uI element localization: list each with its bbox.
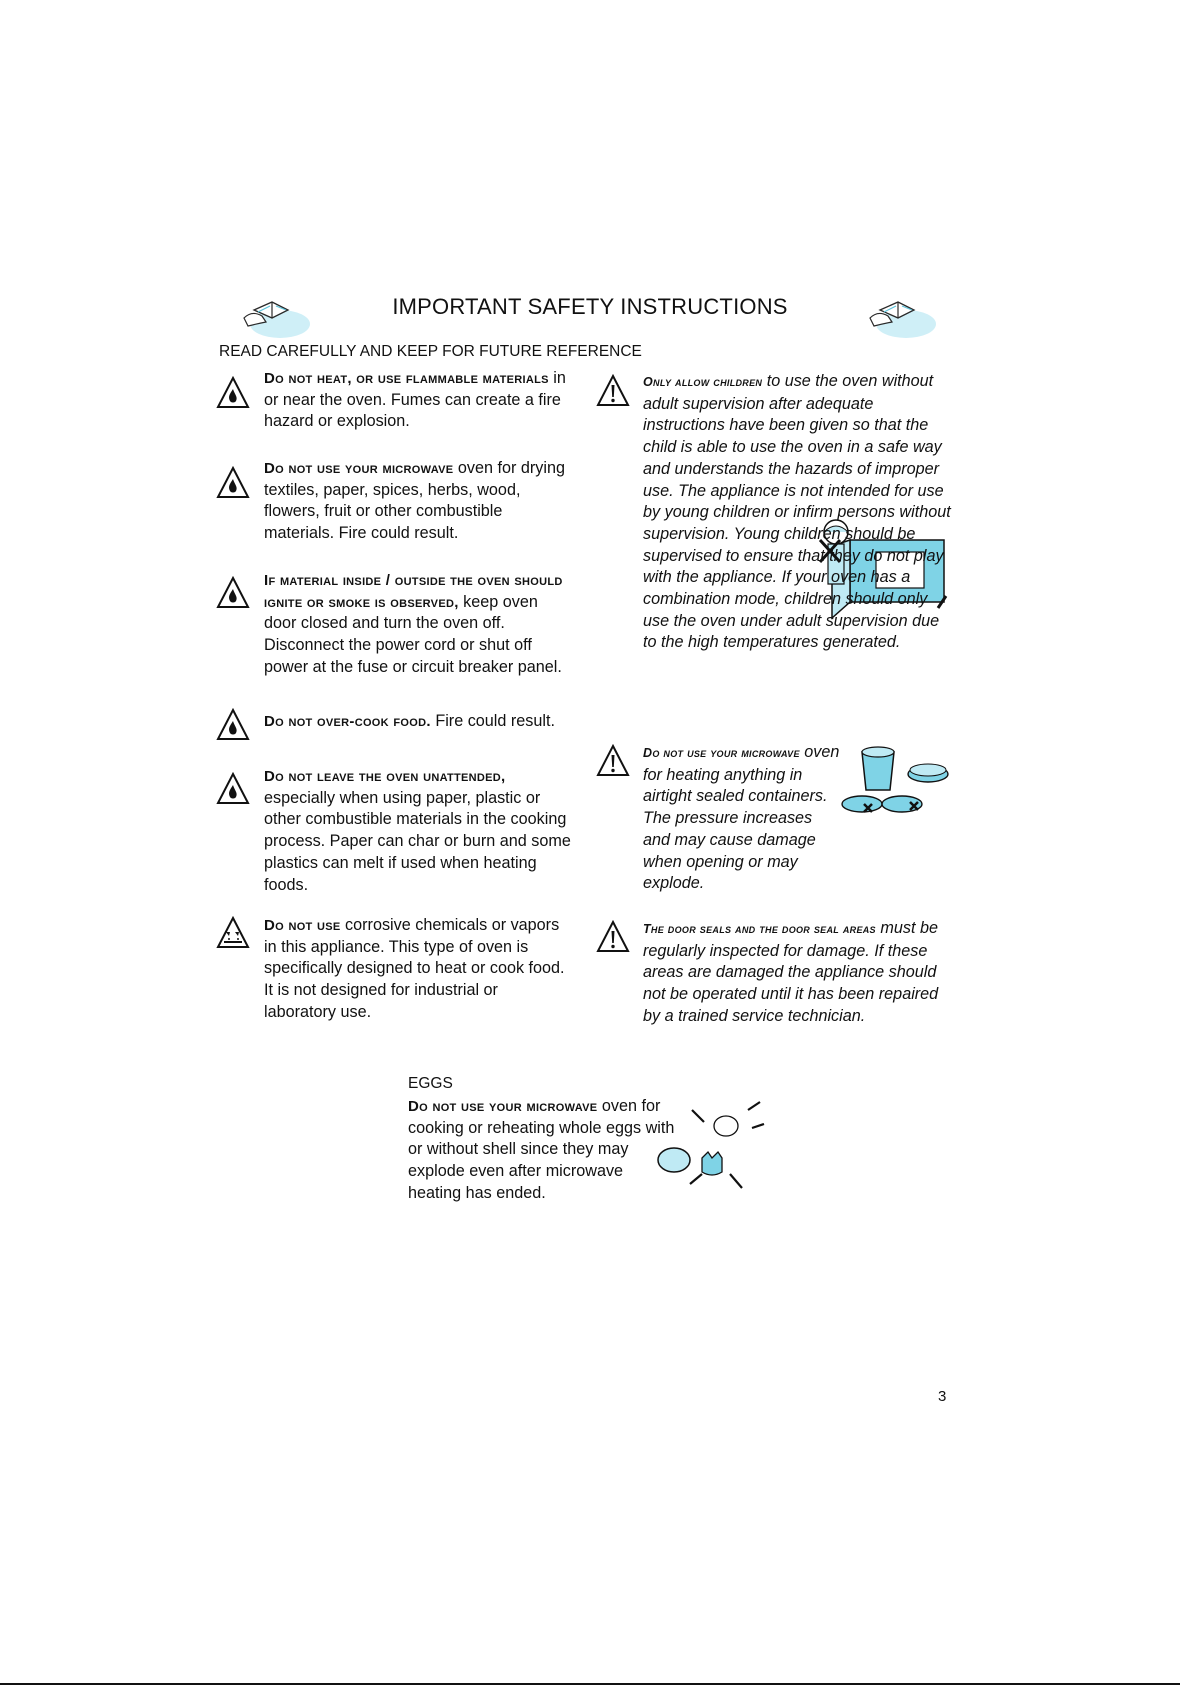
warning-door-seals: The door seals and the door seal areas must be regularly inspected for damage. If these areas are damaged the appliance should not be operated until it has been repaired by a trained service technician. <box>643 919 939 1025</box>
page-number: 3 <box>938 1388 947 1405</box>
fire-warning-icon <box>216 466 250 500</box>
fire-warning-icon <box>216 576 250 610</box>
warning-unattended: Do not leave the oven unattended, especially when using paper, plastic or other combustible materials in the cooking process. Paper can char or burn and some plastics can melt if used when heating foods. <box>264 768 571 894</box>
warning-corrosive-chemicals: Do not use corrosive chemicals or vapors in this appliance. This type of oven is specifically designed to heat or cook food. It is not designed for industrial or laboratory use. <box>264 916 565 1021</box>
corrosive-warning-icon <box>216 916 250 950</box>
warning-fire-in-oven: If material inside / outside the oven should ignite or smoke is observed, keep oven door closed and turn the oven off. Disconnect the power cord or shut off power at the fuse or circuit breaker panel. <box>264 572 563 676</box>
warning-children: Only allow children to use the oven without adult supervision after adequate instructions have been given so that the child is able to use the oven in a safe way and understands the hazards of improper use. The appliance is not intended for use by young children or infirm persons without supervision. Young children should be supervised to ensure that they do not play with the appliance. If your oven has a combination mode, children should only use the oven under adult supervision due to the high temperatures generated. <box>643 372 951 652</box>
book-hand-icon <box>862 288 936 344</box>
page-subtitle: READ CAREFULLY AND KEEP FOR FUTURE REFERENCE <box>219 343 642 360</box>
warning-flammable-materials: Do not heat, or use flammable materials in or near the oven. Fumes can create a fire hazard or explosion. <box>264 369 566 431</box>
warning-drying-materials: Do not use your microwave oven for drying textiles, paper, spices, herbs, wood, flowers, fruit or other combustible materials. Fire could result. <box>264 459 565 543</box>
eggs-section-title: EGGS <box>408 1075 453 1092</box>
sealed-containers-illustration <box>832 744 954 822</box>
exclamation-warning-icon <box>596 374 630 408</box>
fire-warning-icon <box>216 376 250 410</box>
exclamation-warning-icon <box>596 920 630 954</box>
warning-eggs: Do not use your microwave oven for cooking or reheating whole eggs with or without shell since they may explode even after microwave heating has ended. <box>408 1097 675 1202</box>
fire-warning-icon <box>216 772 250 806</box>
warning-overcook: Do not over-cook food. Fire could result. <box>264 712 555 730</box>
warning-sealed-containers: Do not use your microwave oven for heating anything in airtight sealed containers. The pressure increases and may cause damage when opening or may explode. <box>643 743 840 893</box>
fire-warning-icon <box>216 708 250 742</box>
exclamation-warning-icon <box>596 744 630 778</box>
exploding-eggs-illustration <box>652 1100 774 1192</box>
page-title: IMPORTANT SAFETY INSTRUCTIONS <box>392 294 788 319</box>
